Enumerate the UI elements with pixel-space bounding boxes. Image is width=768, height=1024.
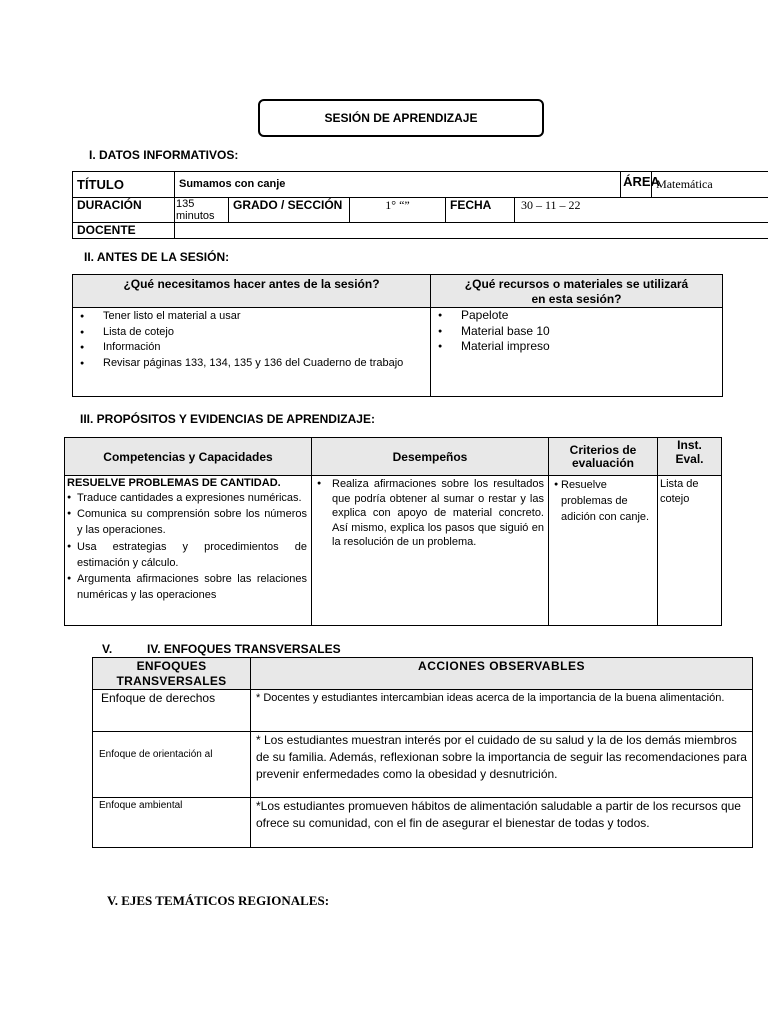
list-item: ● Revisar páginas 133, 134, 135 y 136 del Cuaderno de trabajo xyxy=(77,356,426,372)
antes-col1-header: ¿Qué necesitamos hacer antes de la sesión? xyxy=(73,275,431,308)
competencia-title: RESUELVE PROBLEMAS DE CANTIDAD. xyxy=(67,477,281,489)
datos-table xyxy=(72,171,768,239)
list-item: ● Material base 10 xyxy=(435,324,718,340)
section-propositos-heading: III. PROPÓSITOS Y EVIDENCIAS DE APRENDIZAJE: xyxy=(80,412,375,426)
header-competencias: Competencias y Capacidades xyxy=(65,438,312,476)
area-value: Matemática xyxy=(652,172,768,198)
enfoques-col2-header: ACCIONES OBSERVABLES xyxy=(251,658,753,690)
grado-value: 1° “” xyxy=(350,198,446,223)
desempeno-item: ● Realiza afirmaciones sobre los resultados que podría obtener al sumar o restar y las explica con apoyo de material concreto. Así mismo, explica los pasos que siguió en la resolución de un problema. xyxy=(314,477,544,550)
titulo-label: TÍTULO xyxy=(73,172,175,198)
duracion-label: DURACIÓN xyxy=(73,198,175,223)
section-enfoques-num: V. xyxy=(102,642,113,656)
list-item: ● Lista de cotejo xyxy=(77,325,426,341)
fecha-label: FECHA xyxy=(446,198,515,223)
area-label: ÁREA xyxy=(621,172,652,198)
antes-col2-header xyxy=(431,275,723,308)
antes-col2-header-line2: en esta sesión? xyxy=(531,292,622,306)
enfoques-col1-header-line1: ENFOQUES xyxy=(136,658,207,673)
instrumento-cell: Lista de cotejo xyxy=(658,476,722,626)
capacidad-item: ● Usa estrategias y procedimientos de estimación y cálculo. xyxy=(67,539,307,571)
antes-col1-list xyxy=(73,308,431,397)
enfoque-name: Enfoque de derechos xyxy=(93,690,251,732)
duracion-value: 135 minutos xyxy=(175,198,229,223)
propositos-table xyxy=(64,437,722,626)
antes-col2-header-line1: ¿Qué recursos o materiales se utilizará xyxy=(464,277,689,291)
enfoque-accion: * Los estudiantes muestran interés por el cuidado de su salud y la de los demás miembros de su familia. Además, reflexionan sobre la importancia de seguir las recomendaciones para prevenir enfermedades como la obesidad y desnutrición. xyxy=(251,732,753,798)
header-criterios-line2: evaluación xyxy=(571,455,635,470)
list-item: ● Tener listo el material a usar xyxy=(77,309,426,325)
criterios-cell xyxy=(549,476,658,626)
fecha-value: 30 – 11 – 22 xyxy=(515,198,768,223)
header-criterios-line1: Criterios de xyxy=(569,442,637,457)
docente-value xyxy=(175,223,768,239)
header-instrumento xyxy=(658,438,722,476)
section-antes-heading: II. ANTES DE LA SESIÓN: xyxy=(84,250,230,264)
header-desempenos: Desempeños xyxy=(312,438,549,476)
enfoque-accion: *Los estudiantes promueven hábitos de alimentación saludable a partir de los recursos que ofrece su comunidad, con el fin de asegurar el bienestar de todas y todos. xyxy=(251,798,753,848)
enfoque-name: Enfoque de orientación al xyxy=(93,732,251,798)
page-title: SESIÓN DE APRENDIZAJE xyxy=(258,99,544,137)
enfoques-table xyxy=(92,657,753,848)
grado-label: GRADO / SECCIÓN xyxy=(229,198,350,223)
list-item: ● Papelote xyxy=(435,308,718,324)
competencias-cell xyxy=(65,476,312,626)
section-enfoques-heading: IV. ENFOQUES TRANSVERSALES xyxy=(147,642,341,656)
capacidad-item: ● Argumenta afirmaciones sobre las relaciones numéricas y las operaciones xyxy=(67,571,307,603)
enfoques-col1-header xyxy=(93,658,251,690)
list-item: ● Material impreso xyxy=(435,339,718,355)
antes-table xyxy=(72,274,723,397)
enfoques-col1-header-line2: TRANSVERSALES xyxy=(116,673,227,688)
antes-col2-list xyxy=(431,308,723,397)
section-ejes-heading: V. EJES TEMÁTICOS REGIONALES: xyxy=(107,893,330,908)
desempenos-cell xyxy=(312,476,549,626)
header-inst-line2: Eval. xyxy=(675,452,704,466)
docente-label: DOCENTE xyxy=(73,223,175,239)
enfoque-accion: * Docentes y estudiantes intercambian ideas acerca de la importancia de la buena alimentación. xyxy=(251,690,753,732)
capacidad-item: ● Traduce cantidades a expresiones numéricas. xyxy=(67,490,307,506)
criterio-item: ● Resuelve problemas de adición con canje. xyxy=(551,477,653,525)
header-criterios xyxy=(549,438,658,476)
capacidad-item: ● Comunica su comprensión sobre los números y las operaciones. xyxy=(67,506,307,538)
list-item: ● Información xyxy=(77,340,426,356)
section-datos-heading: I. DATOS INFORMATIVOS: xyxy=(89,148,239,162)
titulo-value: Sumamos con canje xyxy=(175,172,621,198)
header-inst-line1: Inst. xyxy=(677,438,702,452)
enfoque-name: Enfoque ambiental xyxy=(93,798,251,848)
